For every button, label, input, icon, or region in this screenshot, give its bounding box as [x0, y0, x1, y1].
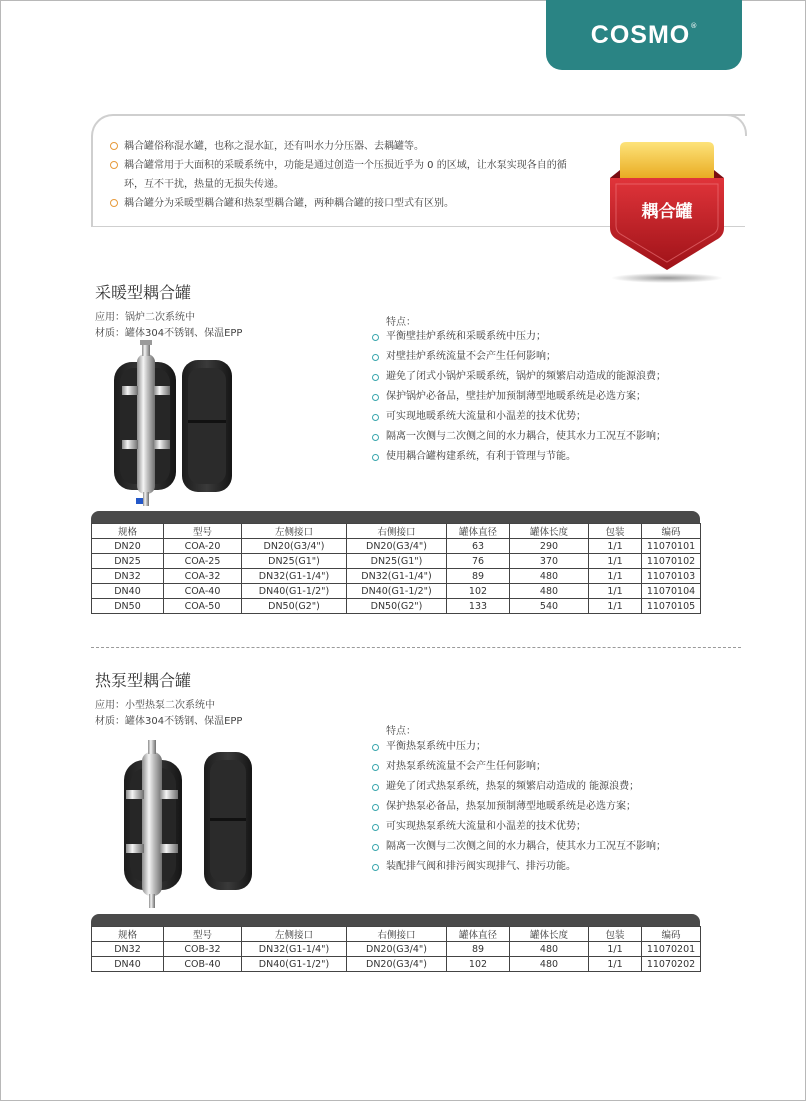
feature-item: 避免了闭式小锅炉采暖系统，锅炉的频繁启动造成的能源浪费；	[372, 367, 702, 387]
feature-item: 避免了闭式热泵系统，热泵的频繁启动造成的 能源浪费；	[372, 777, 702, 797]
table-row	[92, 957, 701, 972]
bullet-icon	[110, 199, 118, 207]
table-cell: 11070202	[642, 957, 701, 972]
column-header: 左侧接口	[242, 927, 347, 942]
heating-features-list	[372, 327, 702, 467]
table-cell: 370	[510, 554, 589, 569]
column-header: 规格	[92, 927, 164, 942]
table-row	[92, 539, 701, 554]
table-cell: DN40	[92, 957, 164, 972]
table-row	[92, 569, 701, 584]
table-cell: 290	[510, 539, 589, 554]
table-row	[92, 584, 701, 599]
column-header: 左侧接口	[242, 524, 347, 539]
table-cell: COB-40	[164, 957, 242, 972]
table-cell: DN50(G2")	[242, 599, 347, 614]
table-cell: 102	[447, 584, 510, 599]
heating-spec-table	[91, 511, 700, 614]
table-cell: 1/1	[589, 957, 642, 972]
bullet-icon	[372, 864, 379, 871]
table-row	[92, 599, 701, 614]
table-cell: COA-32	[164, 569, 242, 584]
table-cell: DN20(G3/4")	[347, 942, 447, 957]
section-divider	[91, 647, 741, 648]
table-cell: DN20(G3/4")	[242, 539, 347, 554]
heating-table	[91, 523, 701, 614]
feature-item: 平衡热泵系统中压力；	[372, 737, 702, 757]
table-cell: COA-20	[164, 539, 242, 554]
feature-item: 使用耦合罐构建系统，有利于管理与节能。	[372, 447, 702, 467]
table-header-row	[92, 524, 701, 539]
table-cell: DN32(G1-1/4")	[242, 942, 347, 957]
badge-label: 耦合罐	[641, 202, 693, 222]
table-cell: DN20(G3/4")	[347, 539, 447, 554]
table-cell: DN40(G1-1/2")	[242, 584, 347, 599]
heatpump-tank-product-image	[112, 740, 252, 910]
feature-item: 可实现地暖系统大流量和小温差的技术优势；	[372, 407, 702, 427]
table-body	[92, 942, 701, 972]
table-cell: 540	[510, 599, 589, 614]
table-cell: DN40(G1-1/2")	[242, 957, 347, 972]
column-header: 罐体直径	[447, 927, 510, 942]
feature-item: 隔离一次侧与二次侧之间的水力耦合，使其水力工况互不影响；	[372, 427, 702, 447]
heatpump-table	[91, 926, 701, 972]
table-cell: 89	[447, 942, 510, 957]
column-header: 型号	[164, 524, 242, 539]
bullet-icon	[372, 844, 379, 851]
heating-application: 应用：锅炉二次系统中	[95, 312, 195, 323]
intro-item: 耦合罐分为采暖型耦合罐和热泵型耦合罐，两种耦合罐的接口型式有区别。	[110, 194, 580, 213]
heating-section-title: 采暖型耦合罐	[95, 283, 192, 302]
column-header: 规格	[92, 524, 164, 539]
bullet-icon	[372, 414, 379, 421]
table-cell: 480	[510, 584, 589, 599]
table-header-bar	[91, 914, 700, 926]
brand-name: COSMO	[590, 20, 691, 49]
table-cell: 76	[447, 554, 510, 569]
table-cell: 1/1	[589, 569, 642, 584]
table-cell: 1/1	[589, 942, 642, 957]
heatpump-application: 应用：小型热泵二次系统中	[95, 700, 215, 711]
table-cell: COA-25	[164, 554, 242, 569]
bullet-icon	[372, 784, 379, 791]
table-cell: 11070103	[642, 569, 701, 584]
bullet-icon	[372, 354, 379, 361]
table-cell: DN32	[92, 569, 164, 584]
table-cell: 11070104	[642, 584, 701, 599]
bullet-icon	[372, 374, 379, 381]
column-header: 包装	[589, 524, 642, 539]
table-cell: 11070105	[642, 599, 701, 614]
table-cell: DN32(G1-1/4")	[347, 569, 447, 584]
table-cell: 1/1	[589, 554, 642, 569]
column-header: 罐体长度	[510, 524, 589, 539]
feature-item: 保护热泵必备品，热泵加预制薄型地暖系统是必选方案；	[372, 797, 702, 817]
table-cell: COA-40	[164, 584, 242, 599]
column-header: 右侧接口	[347, 524, 447, 539]
bullet-icon	[372, 394, 379, 401]
heatpump-material: 材质：罐体304不锈钢、保温EPP	[95, 716, 243, 727]
intro-item: 耦合罐俗称混水罐，也称之混水缸，还有叫水力分压器、去耦罐等。	[110, 137, 580, 156]
table-cell: DN20	[92, 539, 164, 554]
table-row	[92, 942, 701, 957]
column-header: 编码	[642, 524, 701, 539]
bullet-icon	[110, 142, 118, 150]
bullet-icon	[372, 454, 379, 461]
heatpump-features-label: 特点：	[386, 726, 416, 737]
bullet-icon	[110, 161, 118, 169]
intro-list	[110, 137, 580, 213]
table-cell: 11070101	[642, 539, 701, 554]
table-cell: DN25(G1")	[347, 554, 447, 569]
heatpump-section-title: 热泵型耦合罐	[95, 671, 192, 690]
table-cell: 480	[510, 957, 589, 972]
table-cell: 1/1	[589, 599, 642, 614]
bullet-icon	[372, 824, 379, 831]
feature-item: 平衡壁挂炉系统和采暖系统中压力；	[372, 327, 702, 347]
intro-item: 耦合罐常用于大面积的采暖系统中，功能是通过创造一个压损近乎为 0 的区域，让水泵实现各自的循环，互不干扰，热量的无损失传递。	[110, 156, 580, 194]
table-cell: COA-50	[164, 599, 242, 614]
table-cell: DN50	[92, 599, 164, 614]
column-header: 右侧接口	[347, 927, 447, 942]
heatpump-features-list	[372, 737, 702, 877]
bullet-icon	[372, 434, 379, 441]
column-header: 罐体长度	[510, 927, 589, 942]
table-cell: DN25	[92, 554, 164, 569]
bullet-icon	[372, 334, 379, 341]
feature-item: 保护锅炉必备品，壁挂炉加预制薄型地暖系统是必选方案；	[372, 387, 702, 407]
table-cell: 11070201	[642, 942, 701, 957]
table-body	[92, 539, 701, 614]
table-cell: 480	[510, 942, 589, 957]
column-header: 编码	[642, 927, 701, 942]
table-cell: 1/1	[589, 539, 642, 554]
table-cell: DN20(G3/4")	[347, 957, 447, 972]
table-header-bar	[91, 511, 700, 523]
table-cell: DN25(G1")	[242, 554, 347, 569]
table-cell: 11070102	[642, 554, 701, 569]
table-header-row	[92, 927, 701, 942]
heating-tank-product-image	[110, 340, 240, 508]
bullet-icon	[372, 804, 379, 811]
bullet-icon	[372, 744, 379, 751]
feature-item: 装配排气阀和排污阀实现排气、排污功能。	[372, 857, 702, 877]
table-cell: 480	[510, 569, 589, 584]
bullet-icon	[372, 764, 379, 771]
heatpump-spec-table	[91, 914, 700, 972]
feature-item: 隔离一次侧与二次侧之间的水力耦合，使其水力工况互不影响；	[372, 837, 702, 857]
brand-registered-mark: ®	[690, 22, 698, 30]
table-cell: COB-32	[164, 942, 242, 957]
table-cell: DN40	[92, 584, 164, 599]
brand-logo	[546, 0, 742, 70]
table-cell: DN50(G2")	[347, 599, 447, 614]
table-cell: 102	[447, 957, 510, 972]
feature-item: 可实现热泵系统大流量和小温差的技术优势；	[372, 817, 702, 837]
feature-item: 对热泵系统流量不会产生任何影响；	[372, 757, 702, 777]
table-cell: 89	[447, 569, 510, 584]
table-cell: 1/1	[589, 584, 642, 599]
table-cell: 63	[447, 539, 510, 554]
table-row	[92, 554, 701, 569]
heating-features-label: 特点：	[386, 317, 416, 328]
column-header: 罐体直径	[447, 524, 510, 539]
table-cell: DN40(G1-1/2")	[347, 584, 447, 599]
column-header: 型号	[164, 927, 242, 942]
heating-material: 材质：罐体304不锈钢、保温EPP	[95, 328, 243, 339]
table-cell: 133	[447, 599, 510, 614]
table-cell: DN32(G1-1/4")	[242, 569, 347, 584]
column-header: 包装	[589, 927, 642, 942]
table-cell: DN32	[92, 942, 164, 957]
feature-item: 对壁挂炉系统流量不会产生任何影响；	[372, 347, 702, 367]
